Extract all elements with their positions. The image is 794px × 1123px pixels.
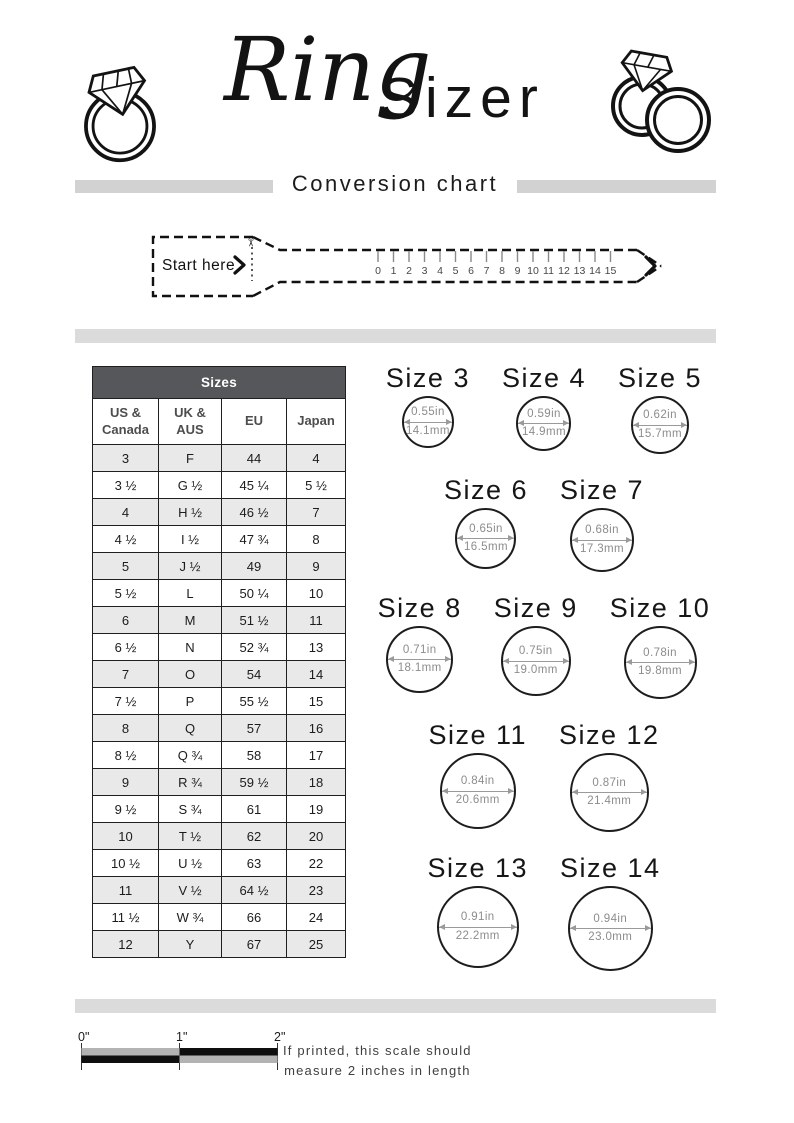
- table-row: [93, 796, 346, 823]
- table-cell: 59 ½: [222, 769, 287, 796]
- print-note-line1: If printed, this scale should: [283, 1043, 472, 1058]
- ring-diameter-circle: [568, 886, 653, 971]
- table-cell: U ½: [159, 850, 222, 877]
- ruler-tick-number: 1: [390, 265, 397, 277]
- diameter-mm: 20.6mm: [455, 793, 500, 806]
- table-cell: 7: [93, 661, 159, 688]
- diameter-arrow-icon: [388, 659, 451, 660]
- diameter-arrow-icon: [626, 662, 695, 663]
- sizer-strip-bottom: [253, 282, 637, 296]
- table-cell: 50 ¼: [222, 580, 287, 607]
- table-row: [93, 607, 346, 634]
- diameter-mm: 19.8mm: [638, 665, 683, 677]
- table-cell: 8 ½: [93, 742, 159, 769]
- sizer-strip-top: [253, 237, 637, 250]
- ring-diameter-circle: [631, 396, 689, 454]
- ruler-tick-number: 9: [514, 265, 521, 277]
- ruler-tick-number: 14: [589, 265, 601, 277]
- ruler-tick-number: 13: [573, 265, 586, 277]
- ruler-tick-number: 5: [452, 265, 459, 277]
- diamond-ring-icon: [68, 60, 172, 164]
- table-cell: Q ¾: [159, 742, 222, 769]
- diameter-inches: 0.71in: [402, 643, 437, 656]
- ruler-tick-number: 7: [483, 265, 490, 277]
- table-cell: 61: [222, 796, 287, 823]
- table-cell: F: [159, 445, 222, 472]
- diameter-mm: 21.4mm: [587, 795, 632, 807]
- ruler-tick-number: 6: [468, 265, 474, 277]
- table-row: [93, 850, 346, 877]
- table-cell: 17: [287, 742, 346, 769]
- table-cell: 62: [222, 823, 287, 850]
- ruler-ticks: [375, 251, 616, 277]
- ring-size-14: [560, 852, 661, 971]
- diameter-mm: 14.9mm: [522, 426, 566, 438]
- diameter-mm: 15.7mm: [638, 427, 682, 440]
- table-cell: 23: [287, 877, 346, 904]
- table-cell: 6: [93, 607, 159, 634]
- table-cell: 46 ½: [222, 499, 287, 526]
- table-cell: I ½: [159, 526, 222, 553]
- table-title: Sizes: [93, 367, 346, 399]
- table-row: [93, 553, 346, 580]
- ring-size-5: [618, 362, 702, 454]
- ring-size-4: [502, 362, 586, 451]
- ring-diameter-circle: [570, 508, 634, 572]
- scale-bar-black-bottom: [82, 1056, 180, 1064]
- ruler-tick-number: 10: [527, 265, 539, 277]
- table-cell: 4 ½: [93, 526, 159, 553]
- size-label: Size 12: [559, 720, 660, 750]
- circle-row: [358, 719, 730, 832]
- table-cell: 10: [287, 580, 346, 607]
- table-cell: 18: [287, 769, 346, 796]
- table-cell: 3: [93, 445, 159, 472]
- ring-diameter-circle: [440, 753, 516, 829]
- ring-diameter-circle: [437, 886, 519, 968]
- table-row: [93, 445, 346, 472]
- diameter-inches: 0.87in: [592, 776, 627, 789]
- size-label: Size 3: [385, 363, 470, 393]
- diameter-arrow-icon: [572, 540, 632, 541]
- diameter-inches: 0.68in: [585, 524, 619, 537]
- conversion-table-body: [93, 445, 346, 958]
- table-cell: 9 ½: [93, 796, 159, 823]
- table-cell: 14: [287, 661, 346, 688]
- table-cell: 12: [93, 931, 159, 958]
- table-cell: 4: [287, 445, 346, 472]
- diameter-arrow-icon: [572, 792, 647, 793]
- ruler-tick-number: 11: [543, 265, 554, 277]
- table-cell: 10: [93, 823, 159, 850]
- ring-sizer-tool: [140, 225, 680, 305]
- table-cell: 8: [93, 715, 159, 742]
- table-cell: 58: [222, 742, 287, 769]
- table-cell: 3 ½: [93, 472, 159, 499]
- table-cell: Y: [159, 931, 222, 958]
- ring-size-8: [378, 592, 462, 693]
- size-label: Size 13: [427, 853, 528, 883]
- table-cell: S ¾: [159, 796, 222, 823]
- ruler-tick-number: 0: [375, 265, 381, 277]
- diameter-arrow-icon: [518, 423, 569, 424]
- diameter-inches: 0.75in: [518, 645, 553, 658]
- diameter-arrow-icon: [503, 661, 569, 662]
- table-cell: 11 ½: [93, 904, 159, 931]
- table-row: [93, 931, 346, 958]
- table-cell: 7 ½: [93, 688, 159, 715]
- ruler-tick-number: 2: [406, 265, 412, 277]
- diameter-mm: 16.5mm: [463, 541, 508, 553]
- table-cell: R ¾: [159, 769, 222, 796]
- table-cell: 15: [287, 688, 346, 715]
- print-note: [283, 1041, 472, 1080]
- table-cell: 11: [93, 877, 159, 904]
- ring-size-10: [610, 592, 711, 699]
- diameter-mm: 22.2mm: [455, 929, 500, 942]
- table-cell: O: [159, 661, 222, 688]
- subtitle-bar-left: [75, 180, 273, 193]
- size-label: Size 8: [377, 593, 462, 623]
- conversion-table: [92, 366, 346, 958]
- section-divider-bottom: [75, 999, 716, 1013]
- scissors-icon: ✂: [244, 238, 256, 248]
- ring-size-3: [386, 362, 470, 448]
- diameter-inches: 0.59in: [527, 407, 561, 420]
- diameter-inches: 0.91in: [460, 911, 495, 924]
- diameter-arrow-icon: [633, 425, 687, 426]
- ring-size-6: [444, 474, 528, 569]
- table-cell: M: [159, 607, 222, 634]
- diameter-arrow-icon: [457, 538, 514, 539]
- diameter-inches: 0.55in: [411, 406, 445, 419]
- ruler-tick-number: 12: [558, 265, 570, 277]
- table-cell: T ½: [159, 823, 222, 850]
- table-cell: L: [159, 580, 222, 607]
- diameter-inches: 0.84in: [460, 775, 495, 788]
- diameter-arrow-icon: [439, 927, 517, 928]
- circle-row: [358, 474, 730, 572]
- table-row: [93, 472, 346, 499]
- diameter-inches: 0.78in: [643, 646, 677, 659]
- section-divider-top: [75, 329, 716, 343]
- table-cell: 25: [287, 931, 346, 958]
- start-chevron-icon: [235, 257, 244, 273]
- diameter-mm: 19.0mm: [513, 663, 558, 676]
- table-cell: H ½: [159, 499, 222, 526]
- diameter-mm: 23.0mm: [588, 931, 633, 943]
- table-cell: 52 ¾: [222, 634, 287, 661]
- print-note-line2: measure 2 inches in length: [284, 1062, 471, 1078]
- size-label: Size 4: [501, 363, 587, 393]
- column-header-eu: EU: [222, 399, 287, 445]
- size-circles: [358, 362, 730, 991]
- table-row: [93, 661, 346, 688]
- ring-diameter-circle: [516, 396, 571, 451]
- size-label: Size 7: [560, 475, 645, 505]
- table-header-row: [93, 399, 346, 445]
- size-label: Size 11: [428, 720, 527, 750]
- table-cell: 51 ½: [222, 607, 287, 634]
- page-title-script: Ring: [224, 18, 432, 121]
- ruler-tick-number: 8: [499, 265, 505, 277]
- diameter-inches: 0.94in: [593, 912, 628, 925]
- diameter-inches: 0.65in: [469, 522, 503, 535]
- table-cell: 9: [93, 769, 159, 796]
- table-cell: 8: [287, 526, 346, 553]
- table-cell: 66: [222, 904, 287, 931]
- ring-size-13: [427, 852, 528, 968]
- table-cell: 9: [287, 553, 346, 580]
- circle-row: [358, 592, 730, 699]
- circle-row: [358, 852, 730, 971]
- table-cell: 5 ½: [287, 472, 346, 499]
- diameter-mm: 18.1mm: [397, 662, 442, 674]
- table-cell: 5 ½: [93, 580, 159, 607]
- scale-label-2in: 2": [274, 1030, 286, 1044]
- ruler-tick-number: 15: [604, 265, 617, 277]
- table-cell: 20: [287, 823, 346, 850]
- diameter-arrow-icon: [570, 928, 651, 929]
- column-header-japan: Japan: [287, 399, 346, 445]
- ring-diameter-circle: [501, 626, 571, 696]
- table-row: [93, 877, 346, 904]
- table-row: [93, 580, 346, 607]
- size-label: Size 10: [609, 593, 711, 623]
- ring-diameter-circle: [402, 396, 454, 448]
- table-cell: V ½: [159, 877, 222, 904]
- table-cell: 16: [287, 715, 346, 742]
- scale-label-1in: 1": [176, 1030, 188, 1044]
- table-cell: 24: [287, 904, 346, 931]
- table-cell: 19: [287, 796, 346, 823]
- table-cell: 13: [287, 634, 346, 661]
- subtitle: Conversion chart: [291, 171, 499, 196]
- double-rings-icon: [600, 40, 715, 155]
- ruler-tick-number: 4: [437, 265, 443, 277]
- table-cell: 6 ½: [93, 634, 159, 661]
- ring-diameter-circle: [386, 626, 453, 693]
- diameter-arrow-icon: [404, 422, 452, 423]
- ring-size-11: [428, 719, 527, 829]
- size-label: Size 6: [443, 475, 528, 505]
- table-cell: 55 ½: [222, 688, 287, 715]
- table-cell: 7: [287, 499, 346, 526]
- column-header-us-canada: US & Canada: [93, 399, 159, 445]
- size-label: Size 14: [560, 853, 661, 883]
- table-row: [93, 688, 346, 715]
- table-row: [93, 904, 346, 931]
- table-cell: 47 ¾: [222, 526, 287, 553]
- diameter-mm: 17.3mm: [580, 542, 624, 555]
- column-header-uk-aus: UK & AUS: [159, 399, 222, 445]
- table-cell: 44: [222, 445, 287, 472]
- ring-diameter-circle: [455, 508, 516, 569]
- table-row: [93, 715, 346, 742]
- ring-size-12: [559, 719, 660, 832]
- start-here-label: Start here: [162, 257, 236, 274]
- table-cell: N: [159, 634, 222, 661]
- scale-bar-black-top: [180, 1048, 278, 1056]
- ruler-tick-number: 3: [421, 265, 428, 277]
- table-row: [93, 823, 346, 850]
- table-cell: 63: [222, 850, 287, 877]
- table-cell: 57: [222, 715, 287, 742]
- table-cell: 67: [222, 931, 287, 958]
- table-cell: Q: [159, 715, 222, 742]
- table-cell: 45 ¼: [222, 472, 287, 499]
- table-cell: J ½: [159, 553, 222, 580]
- ring-size-7: [560, 474, 644, 572]
- table-cell: P: [159, 688, 222, 715]
- table-cell: 22: [287, 850, 346, 877]
- diameter-arrow-icon: [442, 791, 514, 792]
- table-cell: 49: [222, 553, 287, 580]
- diameter-mm: 14.1mm: [405, 424, 450, 437]
- scale-bar-gray-bottom: [180, 1056, 278, 1064]
- ring-diameter-circle: [570, 753, 649, 832]
- table-row: [93, 742, 346, 769]
- subtitle-bar-right: [517, 180, 716, 193]
- table-cell: 11: [287, 607, 346, 634]
- table-cell: 10 ½: [93, 850, 159, 877]
- circle-row: [358, 362, 730, 454]
- table-row: [93, 634, 346, 661]
- table-row: [93, 499, 346, 526]
- table-cell: W ¾: [159, 904, 222, 931]
- size-label: Size 9: [493, 593, 578, 623]
- scale-bar-gray-top: [82, 1048, 180, 1056]
- table-cell: 4: [93, 499, 159, 526]
- print-scale: [70, 1028, 300, 1078]
- table-row: [93, 526, 346, 553]
- table-row: [93, 769, 346, 796]
- page-title-plain: Sizer: [380, 66, 545, 130]
- size-label: Size 5: [618, 363, 703, 393]
- table-cell: 64 ½: [222, 877, 287, 904]
- diameter-inches: 0.62in: [643, 409, 677, 422]
- table-cell: G ½: [159, 472, 222, 499]
- scale-label-0in: 0": [78, 1030, 90, 1044]
- ring-size-9: [494, 592, 578, 696]
- table-cell: 54: [222, 661, 287, 688]
- table-cell: 5: [93, 553, 159, 580]
- ring-diameter-circle: [624, 626, 697, 699]
